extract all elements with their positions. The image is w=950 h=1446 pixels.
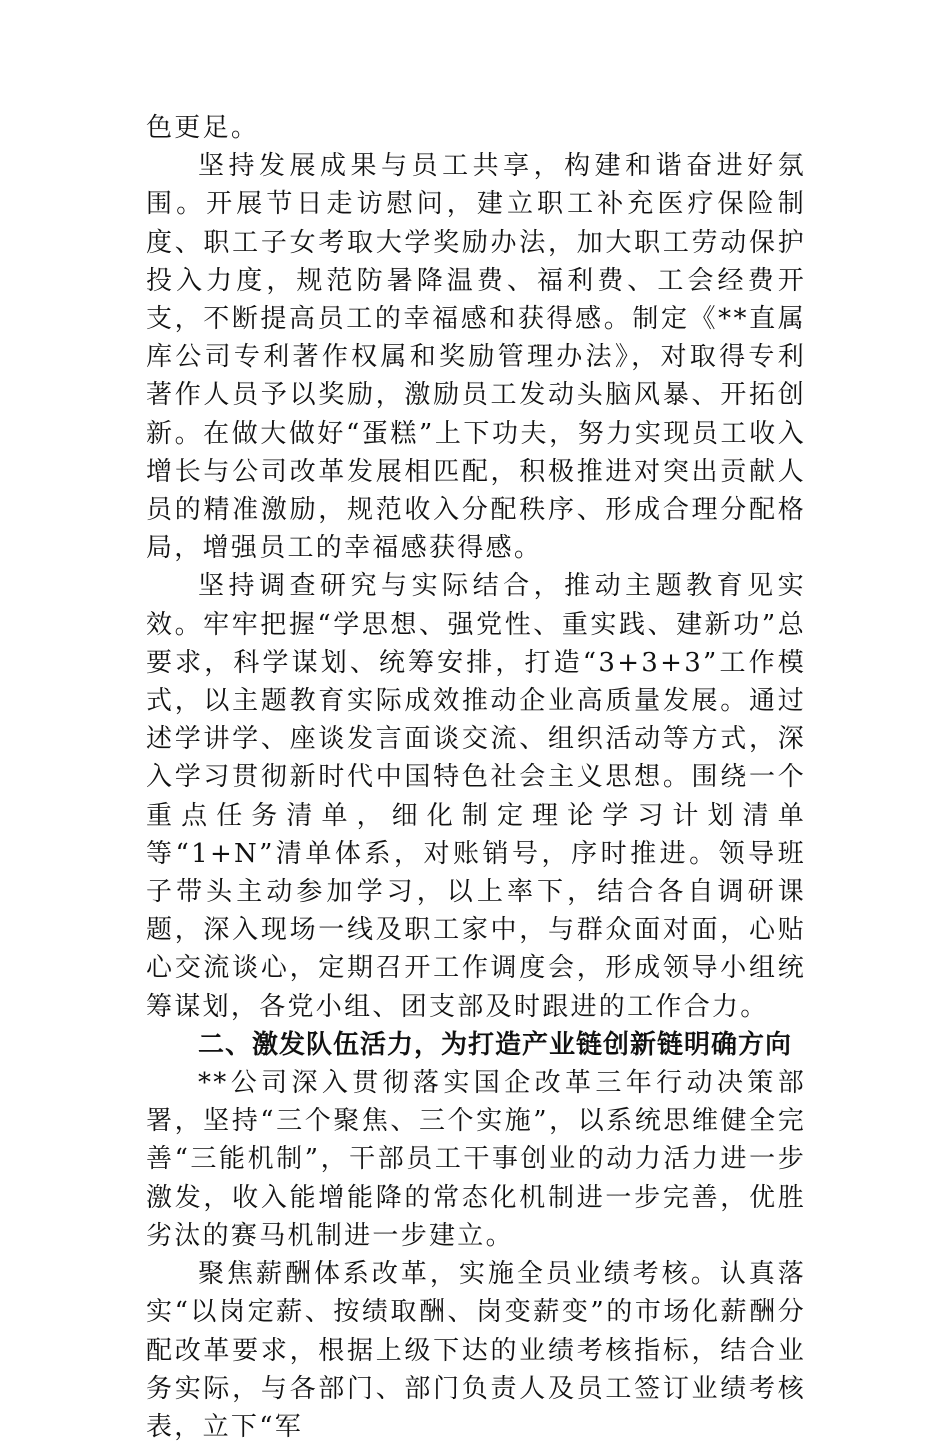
paragraph-employee-sharing: 坚持发展成果与员工共享，构建和谐奋进好氛围。开展节日走访慰问，建立职工补充医疗保险制度、职工子女考取大学奖励办法，加大职工劳动保护投入力度，规范防暑降温费、福利费、工会经费开支，不断提高员工的幸福感和获得感。制定《**直属库公司专利著作权属和奖励管理办法》，对取得专利著作人员予以奖励，激励员工发动头脑风暴、开拓创新。在做大做好“蛋糕”上下功夫，努力实现员工收入增长与公司改革发展相匹配，积极推进对突出贡献人员的精准激励，规范收入分配秩序、形成合理分配格局，增强员工的幸福感获得感。 — [146, 151, 806, 564]
document-page — [146, 109, 806, 1446]
section-heading: 二、激发队伍活力，为打造产业链创新链明确方向 — [198, 1029, 793, 1060]
paragraph-salary-reform: 聚焦薪酬体系改革，实施全员业绩考核。认真落实“以岗定薪、按绩取酬、岗变薪变”的市场化薪酬分配改革要求，根据上级下达的业绩考核指标，结合业务实际，与各部门、部门负责人及员工签订业绩考核表，立下“军 — [146, 1259, 806, 1442]
paragraph-continuation: 色更足。 — [146, 113, 260, 143]
paragraph-reform-intro: **公司深入贯彻落实国企改革三年行动决策部署，坚持“三个聚焦、三个实施”，以系统思维健全完善“三能机制”，干部员工干事创业的动力活力进一步激发，收入能增能降的常态化机制进一步完善，优胜劣汰的赛马机制进一步建立。 — [146, 1068, 806, 1251]
paragraph-theme-education: 坚持调查研究与实际结合，推动主题教育见实效。牢牢把握“学思想、强党性、重实践、建新功”总要求，科学谋划、统筹安排，打造“3+3+3”工作模式，以主题教育实际成效推动企业高质量发展。通过述学讲学、座谈发言面谈交流、组织活动等方式，深入学习贯彻新时代中国特色社会主义思想。围绕一个重点任务清单，细化制定理论学习计划清单等“1+N”清单体系，对账销号，序时推进。领导班子带头主动参加学习，以上率下，结合各自调研课题，深入现场一线及职工家中，与群众面对面，心贴心交流谈心，定期召开工作调度会，形成领导小组统筹谋划，各党小组、团支部及时跟进的工作合力。 — [146, 571, 806, 1022]
